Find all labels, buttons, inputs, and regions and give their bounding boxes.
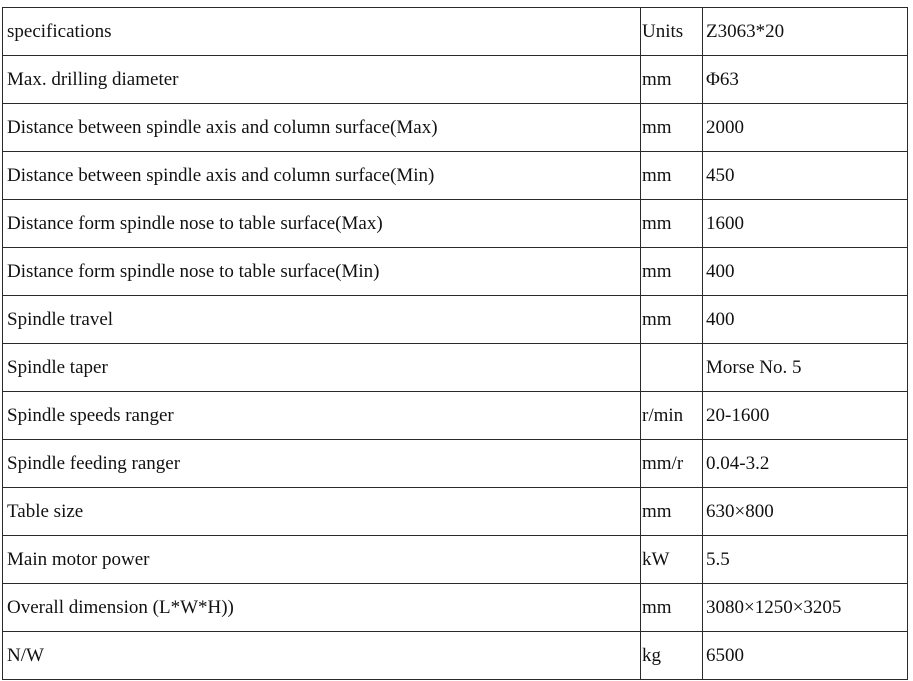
table-row: [3, 56, 908, 104]
spec-unit: r/min: [641, 392, 703, 440]
table-row: [3, 536, 908, 584]
spec-unit: kW: [641, 536, 703, 584]
spec-label: Spindle taper: [3, 344, 641, 392]
spec-value: 630×800: [703, 488, 908, 536]
table-row: [3, 200, 908, 248]
spec-value: 1600: [703, 200, 908, 248]
spec-unit: mm: [641, 200, 703, 248]
spec-value: 6500: [703, 632, 908, 680]
spec-label: Distance between spindle axis and column surface(Min): [3, 152, 641, 200]
table-row: [3, 152, 908, 200]
spec-unit: mm: [641, 488, 703, 536]
header-units: Units: [641, 8, 703, 56]
spec-value: 5.5: [703, 536, 908, 584]
spec-unit: [641, 344, 703, 392]
table-row: [3, 104, 908, 152]
spec-label: Max. drilling diameter: [3, 56, 641, 104]
spec-value: 450: [703, 152, 908, 200]
specifications-table: [2, 7, 908, 680]
spec-unit: mm: [641, 248, 703, 296]
spec-unit: mm: [641, 152, 703, 200]
table-row: [3, 632, 908, 680]
spec-unit: mm/r: [641, 440, 703, 488]
spec-label: Spindle speeds ranger: [3, 392, 641, 440]
table-row: [3, 392, 908, 440]
spec-value: 20-1600: [703, 392, 908, 440]
table-row: [3, 440, 908, 488]
spec-value: 400: [703, 296, 908, 344]
header-specifications: specifications: [3, 8, 641, 56]
table-row: [3, 488, 908, 536]
table-row: [3, 296, 908, 344]
spec-value: Φ63: [703, 56, 908, 104]
spec-unit: mm: [641, 104, 703, 152]
spec-label: Distance between spindle axis and column surface(Max): [3, 104, 641, 152]
header-model: Z3063*20: [703, 8, 908, 56]
spec-value: 3080×1250×3205: [703, 584, 908, 632]
spec-label: Distance form spindle nose to table surface(Max): [3, 200, 641, 248]
spec-value: 2000: [703, 104, 908, 152]
spec-label: Main motor power: [3, 536, 641, 584]
table-header-row: [3, 8, 908, 56]
spec-label: N/W: [3, 632, 641, 680]
spec-unit: mm: [641, 296, 703, 344]
spec-unit: mm: [641, 584, 703, 632]
spec-unit: kg: [641, 632, 703, 680]
spec-value: Morse No. 5: [703, 344, 908, 392]
table-row: [3, 344, 908, 392]
spec-value: 400: [703, 248, 908, 296]
spec-unit: mm: [641, 56, 703, 104]
spec-label: Table size: [3, 488, 641, 536]
spec-label: Overall dimension (L*W*H)): [3, 584, 641, 632]
spec-label: Distance form spindle nose to table surface(Min): [3, 248, 641, 296]
table-row: [3, 584, 908, 632]
spec-value: 0.04-3.2: [703, 440, 908, 488]
table-row: [3, 248, 908, 296]
spec-label: Spindle feeding ranger: [3, 440, 641, 488]
spec-label: Spindle travel: [3, 296, 641, 344]
